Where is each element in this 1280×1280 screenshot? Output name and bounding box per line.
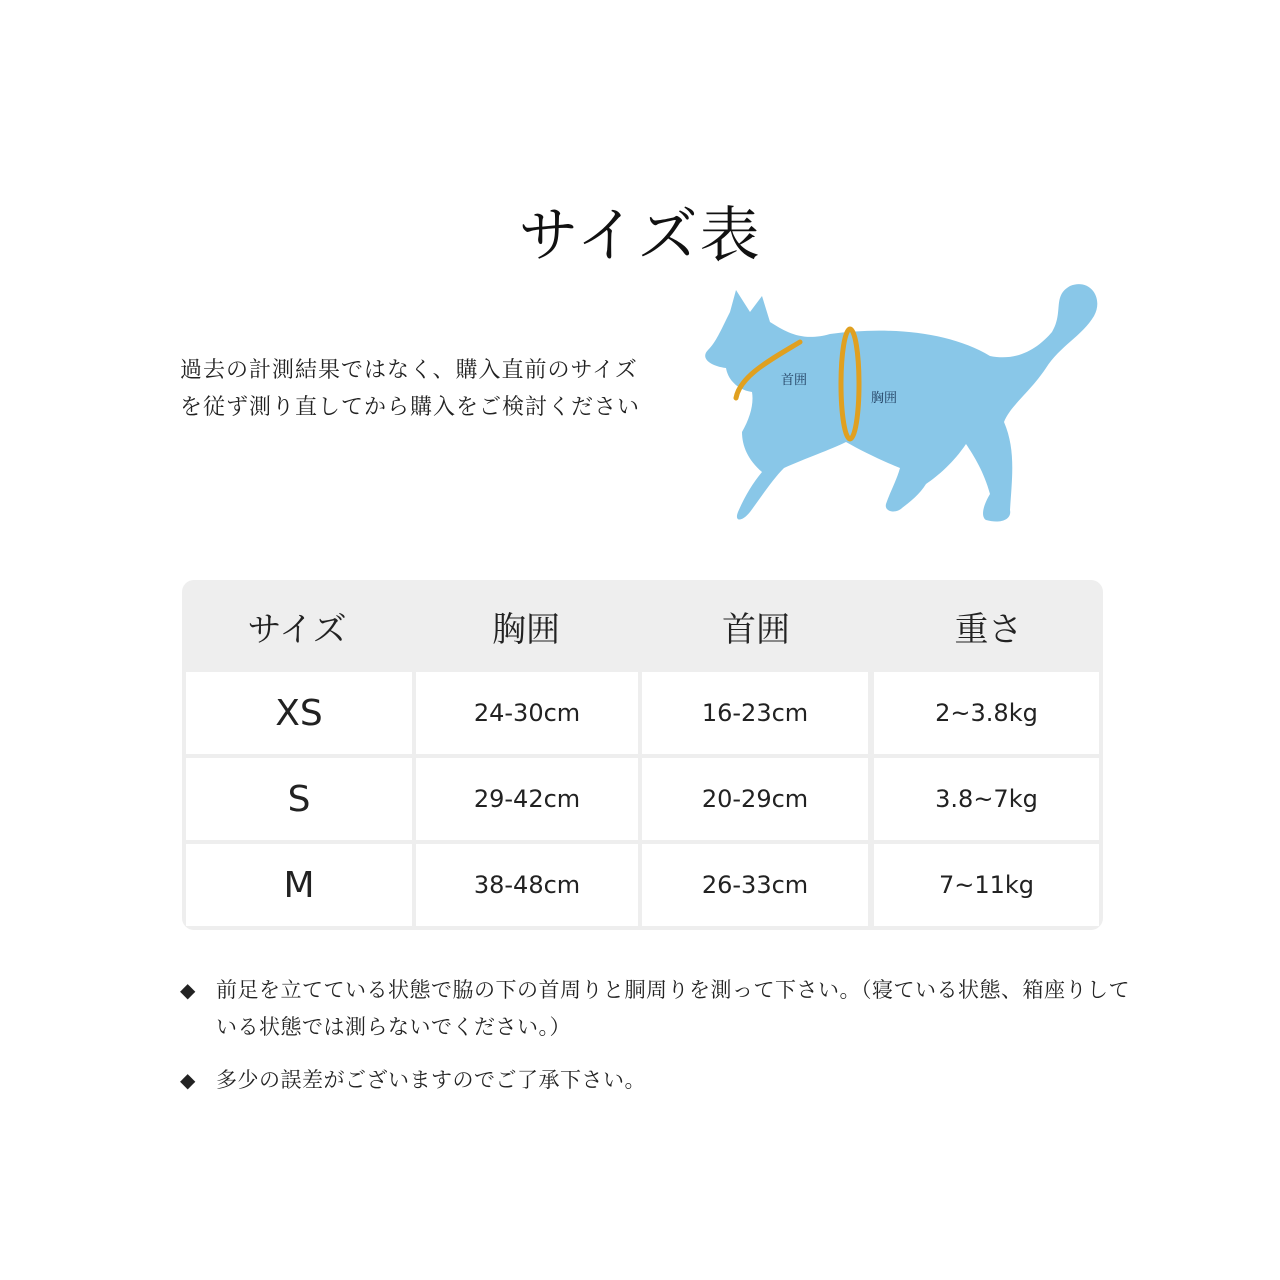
notes-list	[180, 972, 1140, 1115]
cell-weight-s: 3.8~7kg	[874, 758, 1099, 840]
cell-chest-xs: 24-30cm	[416, 672, 638, 754]
cell-chest-m: 38-48cm	[416, 844, 638, 926]
page-title: サイズ表	[518, 201, 762, 271]
intro-text: 過去の計測結果ではなく、購入直前のサイズを従ず測り直してから購入をご検討ください	[180, 358, 641, 420]
header-chest: 胸囲	[492, 609, 560, 650]
cell-neck-s: 20-29cm	[642, 758, 868, 840]
size-table	[182, 580, 1103, 930]
header-weight: 重さ	[954, 609, 1023, 650]
cell-chest-s: 29-42cm	[416, 758, 638, 840]
header-neck: 首囲	[722, 609, 790, 650]
diamond-bullet-icon: ◆	[180, 1068, 196, 1092]
note-text: 多少の誤差がございますのでご了承下さい。	[216, 1068, 646, 1092]
cell-size-m: M	[186, 844, 412, 926]
chest-label: 胸囲	[870, 391, 898, 406]
cat-measurement-diagram	[690, 272, 1110, 542]
neck-label: 首囲	[780, 373, 808, 388]
cell-neck-xs: 16-23cm	[642, 672, 868, 754]
cat-silhouette	[705, 284, 1097, 521]
note-text: 前足を立てている状態で脇の下の首周りと胴周りを測って下さい。（寝ている状態、箱座りしている状態では測らないでください。）	[216, 978, 1130, 1039]
cell-neck-m: 26-33cm	[642, 844, 868, 926]
cell-size-s: S	[186, 758, 412, 840]
note-item	[180, 972, 1140, 1046]
diamond-bullet-icon: ◆	[180, 978, 196, 1002]
note-item	[180, 1062, 1140, 1099]
cell-weight-m: 7~11kg	[874, 844, 1099, 926]
header-size: サイズ	[247, 609, 347, 650]
cell-weight-xs: 2~3.8kg	[874, 672, 1099, 754]
cell-size-xs: XS	[186, 672, 412, 754]
